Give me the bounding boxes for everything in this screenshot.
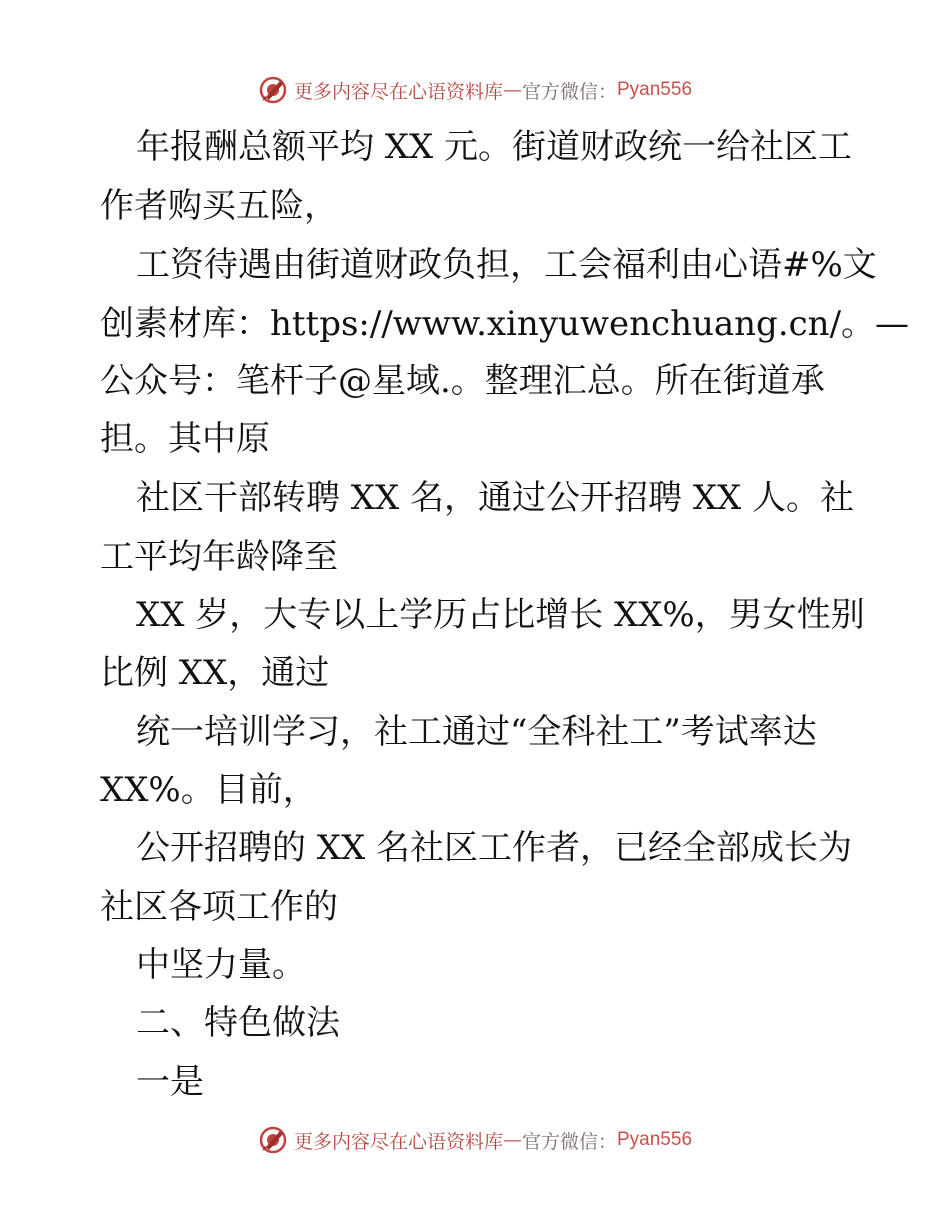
body-line: 担。其中原 (100, 419, 270, 459)
header-separator: — (502, 79, 522, 101)
body-line: 工平均年龄降至 (100, 537, 338, 577)
body-line: 公众号：笔杆子@星域.。整理汇总。所在街道承 (100, 361, 825, 401)
body-line: XX 岁，大专以上学历占比增长 XX%，男女性别 (136, 595, 865, 635)
section-heading: 二、特色做法 (136, 1003, 340, 1043)
body-line: 公开招聘的 XX 名社区工作者，已经全部成长为 (136, 828, 853, 868)
body-line: 比例 XX，通过 (100, 653, 330, 693)
footer-wechat-label: 官方微信： (521, 1130, 617, 1153)
header-wechat-label: 官方微信： (521, 80, 617, 103)
body-line: 一是 (136, 1062, 204, 1102)
body-line: XX%。目前， (100, 770, 317, 810)
body-line: 中坚力量。 (136, 945, 306, 985)
body-line: 创素材库：https://www.xinyuwenchuang.cn/。— (100, 304, 910, 344)
body-line: 社区干部转聘 XX 名，通过公开招聘 XX 人。社 (136, 478, 855, 518)
body-line: 年报酬总额平均 XX 元。街道财政统一给社区工 (136, 127, 853, 167)
header-wechat-handle: Pyan556 (617, 79, 693, 100)
pen-logo-icon (258, 1125, 288, 1155)
body-line: 工资待遇由街道财政负担，工会福利由心语#%文 (136, 245, 877, 285)
footer-separator: — (502, 1129, 522, 1151)
footer-watermark (0, 1120, 950, 1160)
body-line: 社区各项工作的 (100, 887, 338, 927)
footer-wechat-handle: Pyan556 (617, 1129, 693, 1150)
body-line: 作者购买五险， (100, 186, 338, 226)
footer-brand-text: 更多内容尽在心语资料库 (293, 1130, 503, 1153)
body-line: 统一培训学习，社工通过“全科社工”考试率达 (136, 712, 817, 752)
header-brand-text: 更多内容尽在心语资料库 (293, 80, 503, 103)
